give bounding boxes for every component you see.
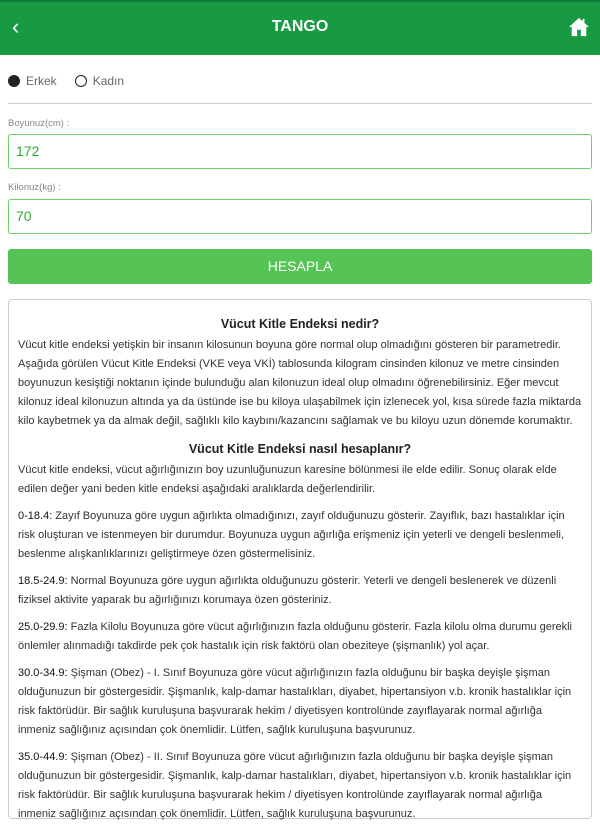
range-value: 0-18.4: (18, 510, 53, 522)
radio-kadin[interactable] (75, 74, 124, 88)
range-item (18, 618, 582, 656)
range-text: Fazla Kilolu Boyunuza göre vücut ağırlığınızın fazla olduğunu gösterir. Fazla kilolu olma durumu gerekli önlemler alınmadığı takdirde pek çok hastalık için risk faktörü olan obeziteye (şişmanlık) yol açar. (18, 621, 572, 652)
range-item (18, 748, 582, 824)
weight-label: Kilonuz(kg) : (8, 182, 61, 193)
range-text: Şişman (Obez) - I. Sınıf Boyunuza göre vücut ağırlığınızın fazla olduğunu bir başka deyişle şişman olduğunuzun bir göstergesidir. Şişmanlık, kalp-damar hastalıkları, diyabet, hipertansiyon v.b. kronik hastalıklar için risk faktörüdür. Bir sağlık kuruluşuna başvurarak hekim / diyetisyen kontrolünde zayıflayarak normal ağırlığa inmeniz sağlığınız açısından çok önemlidir. Lütfen, sağlık kuruluşuna başvurunuz. (18, 667, 572, 736)
app-header (0, 0, 600, 55)
range-value: 30.0-34.9: (18, 667, 68, 679)
range-value: 18.5-24.9: (18, 575, 68, 587)
gender-radio-group (8, 74, 142, 88)
range-value: 25.0-29.9: (18, 621, 68, 633)
radio-label: Kadın (92, 74, 125, 88)
section-title: Vücut Kitle Endeksi nedir? (220, 317, 380, 331)
range-item (18, 572, 582, 610)
range-item (18, 664, 582, 740)
range-item (18, 507, 582, 564)
range-text: Normal Boyunuza göre uygun ağırlıkta olduğunuzu gösterir. Yeterli ve dengeli beslenerek ve düzenli fiziksel aktivite yaparak bu ağırlığınızı korumaya özen gösteriniz. (18, 575, 557, 606)
range-value: 35.0-44.9: (18, 751, 68, 763)
paragraph: Vücut kitle endeksi yetişkin bir insanın kilosunun boyuna göre normal olup olmadığını gösteren bir parametredir. Aşağıda görülen Vücut Kitle Endeksi (VKE veya VKİ) tablosunda kilogram cinsinden kilonuz ve metre cinsinden boyunuzun kesiştiği noktanın içinde bulunduğu alan kilonuzun ideal olup olmadını öğrenebilirsiniz. Eğer mevcut kilonuz ideal kilonuzun altında ya da üstünde ise bu kiloya ulaşabilmek için izlenecek yol, kısa sürede fazla miktarda kilo kaybetmek ya da almak değil, sağlıklı kilo kaybını/kazancını sağlamak ve bu kiloyu uzun dönemde korumaktır. (18, 339, 582, 427)
radio-label: Erkek (26, 74, 57, 88)
bmi-info-card (8, 299, 592, 819)
paragraph: Vücut kitle endeksi, vücut ağırlığınızın boy uzunluğunuzun karesine bölünmesi ile elde edilir. Sonuç olarak elde edilen değer yani beden kitle endeksi aşağıdaki aralıklarda değerlendirilir. (18, 464, 557, 495)
divider (8, 103, 592, 104)
calculate-button[interactable]: HESAPLA (8, 249, 592, 284)
app-title: TANGO (271, 18, 329, 35)
height-label: Boyunuz(cm) : (8, 118, 70, 129)
weight-input[interactable]: 70 (8, 199, 592, 234)
range-text: Şişman (Obez) - II. Sınıf Boyunuza göre vücut ağırlığınızın fazla olduğunu bir başka deyişle şişman olduğunuzun bir göstergesidir. Şişmanlık, kalp-damar hastalıkları, diyabet, hipertansiyon v.b. kronik hastalıklar için risk faktörüdür. Bir sağlık kuruluşuna başvurarak hekim / diyetisyen kontrolünde zayıflayarak normal ağırlığa inmeniz sağlığınız açısından çok önemlidir. Lütfen, sağlık kuruluşuna başvurunuz. (18, 751, 572, 820)
range-text: Zayıf Boyunuza göre uygun ağırlıkta olmadığınızı, zayıf olduğunuzu gösterir. Zayıflık, bazı hastalıklar için risk oluşturan ve istenmeyen bir durumdur. Boyunuza uygun ağırlığa erişmeniz için yeterli ve dengeli beslenmeli, beslenme alışkanlıklarınızı geliştirmeye özen göstermelisiniz. (18, 510, 565, 560)
radio-unselected-icon (75, 75, 87, 87)
height-input[interactable]: 172 (8, 134, 592, 169)
section-title: Vücut Kitle Endeksi nasıl hesaplanır? (188, 442, 412, 456)
home-icon[interactable] (568, 17, 590, 37)
radio-erkek[interactable] (8, 74, 57, 88)
radio-selected-icon (8, 75, 20, 87)
chevron-left-icon: ‹ (12, 14, 20, 39)
